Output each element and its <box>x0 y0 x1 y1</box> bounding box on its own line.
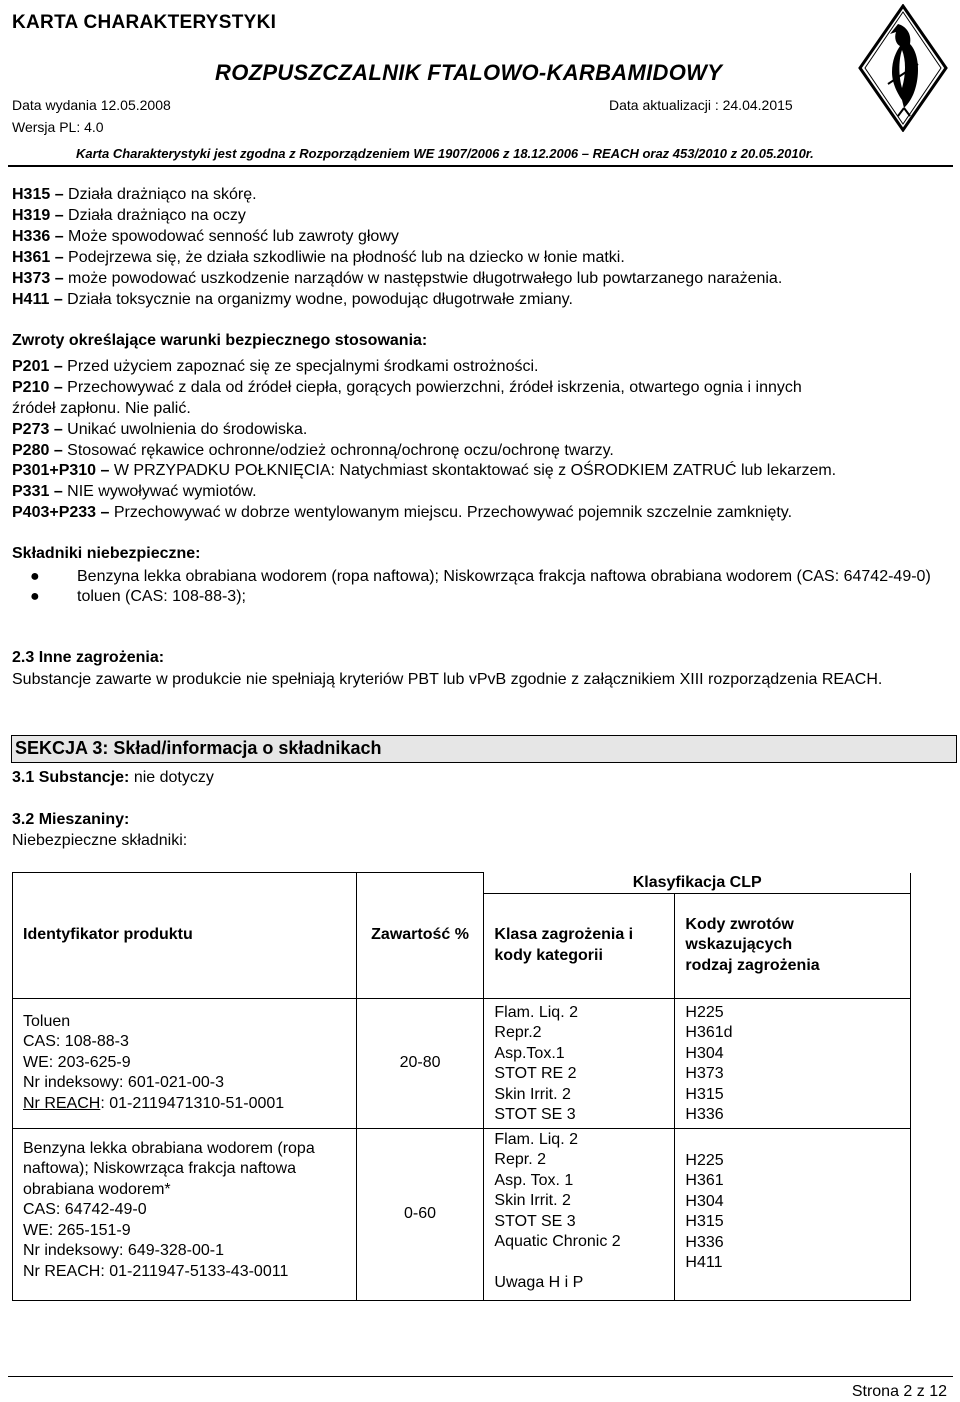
cell-class <box>484 1128 675 1300</box>
hazard-text: Działa drażniąco na oczy <box>68 207 246 224</box>
precaution-code: P280 <box>12 442 50 459</box>
identifier-line: CAS: 64742-49-0 <box>23 1201 147 1218</box>
identifier-line: WE: 265-151-9 <box>23 1221 131 1239</box>
precaution-text: Stosować rękawice ochronne/odzież ochronną/ochronę oczu/ochronę twarzy. <box>67 442 614 459</box>
hazard-code: H319 <box>12 207 51 224</box>
table-row <box>13 1128 911 1300</box>
identifier-line: obrabiana wodorem* <box>23 1180 171 1198</box>
substances-label: 3.1 Substancje: <box>12 769 130 786</box>
other-hazards-heading: 2.3 Inne zagrożenia: <box>12 649 165 666</box>
precaution-code: P403+P233 <box>12 504 97 521</box>
identifier-line: Benzyna lekka obrabiana wodorem (ropa <box>23 1139 315 1157</box>
document-title: KARTA CHARAKTERYSTYKI <box>12 12 277 33</box>
precaution-code: P331 <box>12 483 50 500</box>
hazard-code: H361 <box>12 249 51 266</box>
regulation-note: Karta Charakterystyki jest zgodna z Rozporządzeniem WE 1907/2006 z 18.12.2006 – REACH oraz 453/2010 z 20.05.2010r. <box>76 146 814 161</box>
header-cell-clp <box>484 873 911 894</box>
version: Wersja PL: 4.0 <box>12 119 104 135</box>
hazard-code: H373 <box>12 270 51 287</box>
cell-percent: 20-80 <box>356 998 484 1128</box>
component-text: Benzyna lekka obrabiana wodorem (ropa naftowa); Niskowrząca frakcja naftowa obrabiana wodorem (CAS: 64742-49-0) <box>77 568 931 585</box>
precaution-text: NIE wywoływać wymiotów. <box>67 483 257 500</box>
class-line: Repr.2 <box>494 1024 542 1041</box>
identifier-line: WE: 203-625-9 <box>23 1053 131 1071</box>
class-line: Asp.Tox.1 <box>494 1044 565 1062</box>
other-hazards-text: Substancje zawarte w produkcie nie spełniają kryteriów PBT lub vPvB zgodnie z załącznikiem XIII rozporządzenia REACH. <box>12 671 883 688</box>
precaution-code: P201 <box>12 358 50 375</box>
substances-value: nie dotyczy <box>133 769 214 786</box>
code-line: H361d <box>685 1024 733 1041</box>
precaution-p403-p233: P403+P233 – Przechowywać w dobrze wentylowanym miejscu. Przechowywać pojemnik szczelnie zamknięty. <box>12 504 793 521</box>
identifier-line: Nr indeksowy: 649-328-00-1 <box>23 1242 224 1259</box>
precautionary-heading: Zwroty określające warunki bezpiecznego stosowania: <box>12 332 428 349</box>
code-line: H336 <box>685 1233 724 1251</box>
reach-label: Nr REACH <box>23 1094 101 1112</box>
component-text: toluen (CAS: 108-88-3); <box>77 588 246 605</box>
hazard-code: H411 <box>12 291 50 308</box>
precaution-code: P273 <box>12 421 50 438</box>
code-line: H225 <box>685 1003 724 1021</box>
class-line: Repr. 2 <box>494 1151 546 1168</box>
reach-value: : 01-2119471310-51-0001 <box>100 1094 285 1112</box>
class-line: Flam. Liq. 2 <box>494 1130 578 1148</box>
footer-divider <box>8 1376 953 1377</box>
class-line: STOT RE 2 <box>494 1065 577 1082</box>
code-line: H315 <box>685 1213 724 1230</box>
cell-identifier <box>13 998 357 1128</box>
class-line: Uwaga H i P <box>494 1274 584 1291</box>
section3-title: SEKCJA 3: Skład/informacja o składnikach <box>15 738 382 758</box>
hazard-h411: H411 – Działa toksycznie na organizmy wodne, powodując długotrwałe zmiany. <box>12 291 573 308</box>
update-date: Data aktualizacji : 24.04.2015 <box>609 97 793 113</box>
hazard-h319: H319 – Działa drażniąco na oczy <box>12 207 246 224</box>
hazard-code: H336 <box>12 228 51 245</box>
components-heading: Składniki niebezpieczne: <box>12 545 201 562</box>
cell-codes <box>675 998 911 1128</box>
mixtures-label: 3.2 Mieszaniny: <box>12 811 130 828</box>
precaution-text: Przechowywać z dala od źródeł ciepła, gorących powierzchni, źródeł iskrzenia, otwartego ognia i innych <box>67 379 802 396</box>
identifier-line: Toluen <box>23 1012 71 1030</box>
hazard-text: może powodować uszkodzenie narządów w następstwie długotrwałego lub powtarzanego narażenia. <box>68 270 783 287</box>
list-item <box>12 567 932 587</box>
substances-line <box>12 769 214 787</box>
class-line: Asp. Tox. 1 <box>494 1171 574 1189</box>
code-line: H361 <box>685 1172 724 1189</box>
column-header: Zawartość % <box>371 926 469 944</box>
precaution-p210: P210 – Przechowywać z dala od źródeł ciepła, gorących powierzchni, źródeł iskrzenia, otwartego ognia i innych <box>12 379 802 396</box>
page-number: Strona 2 z 12 <box>851 1383 947 1400</box>
identifier-line: Nr REACH: 01-211947-5133-43-0011 <box>23 1262 289 1280</box>
table-row <box>13 998 911 1128</box>
hazard-text: Podejrzewa się, że działa szkodliwie na płodność lub na dziecko w łonie matki. <box>68 249 625 266</box>
code-line: H411 <box>685 1254 723 1271</box>
class-line: STOT SE 3 <box>494 1106 576 1123</box>
identifier-line: Nr indeksowy: 601-021-00-3 <box>23 1074 224 1092</box>
hazard-text: Działa drażniąco na skórę. <box>68 186 257 203</box>
header-cell-codes <box>675 893 911 998</box>
hazard-h361: H361 – Podejrzewa się, że działa szkodliwie na płodność lub na dziecko w łonie matki. <box>12 249 625 266</box>
section3-header <box>11 735 957 763</box>
header-cell-class <box>484 893 675 998</box>
components-table <box>12 872 911 1301</box>
cell-codes <box>675 1128 911 1300</box>
components-list <box>12 567 932 607</box>
precaution-code: P301+P310 <box>12 462 97 479</box>
product-name: ROZPUSZCZALNIK FTALOWO-KARBAMIDOWY <box>215 60 723 85</box>
cell-identifier <box>13 1128 357 1300</box>
code-line: H373 <box>685 1065 724 1082</box>
identifier-line <box>23 1094 346 1115</box>
hazard-h336: H336 – Może spowodować senność lub zawroty głowy <box>12 228 399 245</box>
class-line: Skin Irrit. 2 <box>494 1085 571 1103</box>
hazard-text: Działa toksycznie na organizmy wodne, powodując długotrwałe zmiany. <box>67 291 573 308</box>
precaution-text: W PRZYPADKU POŁKNIĘCIA: Natychmiast skontaktować się z OŚRODKIEM ZATRUĆ lub lekarzem. <box>113 462 837 479</box>
hazard-text: Może spowodować senność lub zawroty głowy <box>68 228 399 245</box>
precaution-p201: P201 – Przed użyciem zapoznać się ze specjalnymi środkami ostrożności. <box>12 358 539 375</box>
cell-class <box>484 998 675 1128</box>
precaution-p210-cont: źródeł zapłonu. Nie palić. <box>12 400 191 417</box>
code-line: H336 <box>685 1106 724 1123</box>
cell-percent: 0-60 <box>356 1128 484 1300</box>
hazard-code: H315 <box>12 186 51 203</box>
code-line: H304 <box>685 1192 724 1210</box>
class-line: Aquatic Chronic 2 <box>494 1233 621 1250</box>
hazard-h373: H373 – może powodować uszkodzenie narządów w następstwie długotrwałego lub powtarzanego narażenia. <box>12 270 783 287</box>
class-line: STOT SE 3 <box>494 1212 576 1230</box>
precaution-p301-p310: P301+P310 – W PRZYPADKU POŁKNIĘCIA: Natychmiast skontaktować się z OŚRODKIEM ZATRUĆ lub lekarzem. <box>12 462 837 479</box>
header-cell-identifier <box>13 873 357 999</box>
header-cell-percent <box>356 873 484 999</box>
issue-date: Data wydania 12.05.2008 <box>12 97 171 113</box>
precaution-text: Przechowywać w dobrze wentylowanym miejscu. Przechowywać pojemnik szczelnie zamknięty. <box>113 504 793 521</box>
precaution-text: Unikać uwolnienia do środowiska. <box>67 421 308 438</box>
bullet-icon: ● <box>30 588 40 605</box>
precaution-text: Przed użyciem zapoznać się ze specjalnymi środkami ostrożności. <box>67 358 539 375</box>
class-line: Flam. Liq. 2 <box>494 1003 578 1021</box>
code-line: H304 <box>685 1044 724 1062</box>
precaution-p331: P331 – NIE wywoływać wymiotów. <box>12 483 257 500</box>
class-line <box>494 1253 664 1274</box>
precaution-p280: P280 – Stosować rękawice ochronne/odzież ochronną/ochronę oczu/ochronę twarzy. <box>12 442 614 459</box>
company-logo-icon <box>858 4 948 132</box>
class-line: Skin Irrit. 2 <box>494 1192 571 1209</box>
list-item <box>12 587 932 607</box>
column-header: Kody zwrotów wskazujących rodzaj zagrożenia <box>685 915 820 974</box>
bullet-icon: ● <box>30 568 40 585</box>
hazard-h315: H315 – Działa drażniąco na skórę. <box>12 186 257 203</box>
precaution-code: P210 <box>12 379 50 396</box>
header-divider <box>8 165 953 167</box>
column-header: Klasa zagrożenia i kody kategorii <box>494 926 634 964</box>
column-header: Klasyfikacja CLP <box>632 873 762 891</box>
precaution-p273: P273 – Unikać uwolnienia do środowiska. <box>12 421 308 438</box>
mixtures-subtitle: Niebezpieczne składniki: <box>12 832 188 849</box>
code-line: H225 <box>685 1151 724 1169</box>
identifier-line: naftowa); Niskowrząca frakcja naftowa <box>23 1160 296 1177</box>
code-line: H315 <box>685 1085 724 1103</box>
column-header: Identyfikator produktu <box>23 926 193 944</box>
identifier-line: CAS: 108-88-3 <box>23 1033 129 1051</box>
